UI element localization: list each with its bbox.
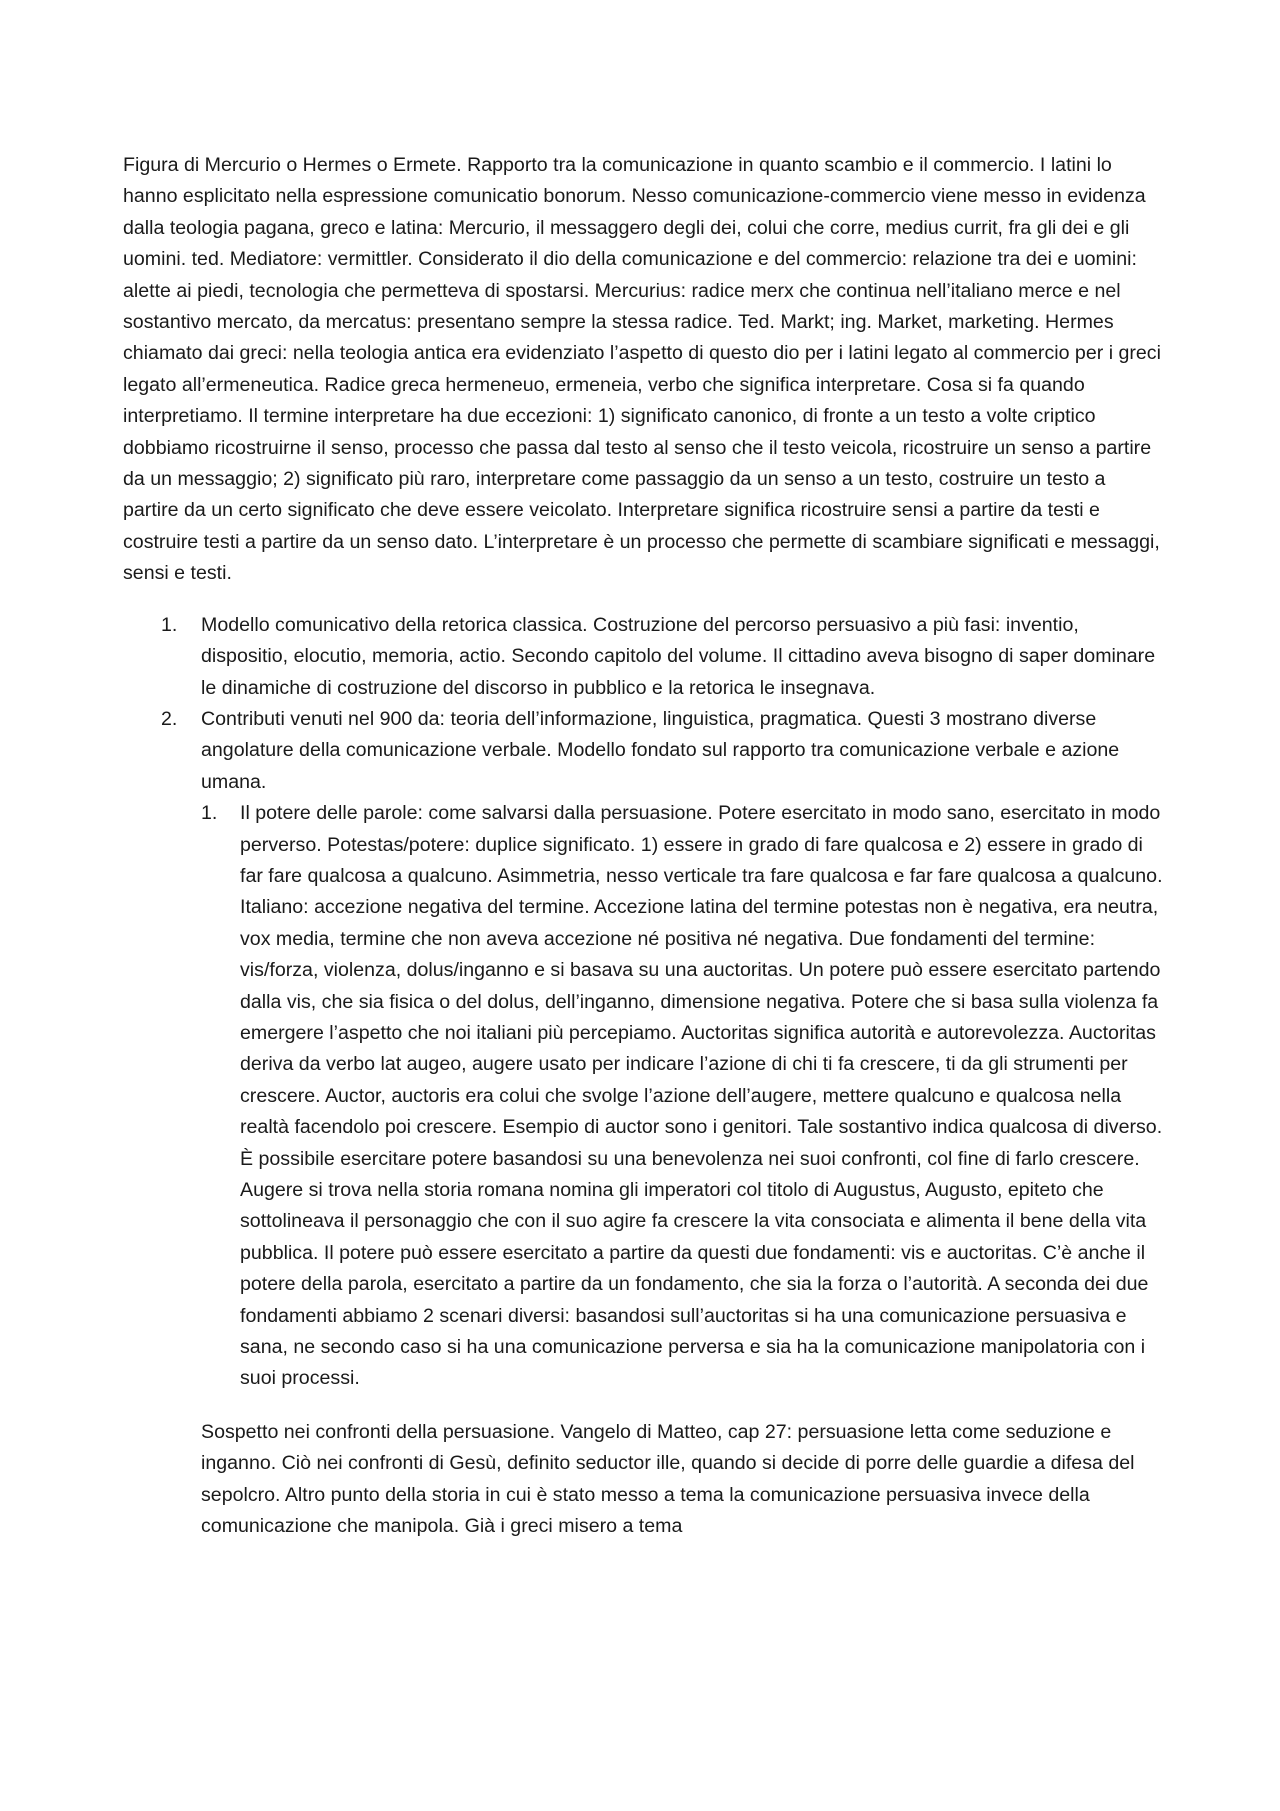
closing-paragraph: Sospetto nei confronti della persuasione. Vangelo di Matteo, cap 27: persuasione letta come seduzione e inganno. Ciò nei confronti di Gesù, definito seductor ille, quando si decide di porre delle guardie a difesa del sepolcro. Altro punto della storia in cui è stato messo a tema la comunicazione persuasiva invece della comunicazione che manipola. Già i greci misero a tema xyxy=(201,1420,1135,1538)
document-body xyxy=(123,150,1163,1542)
nested-list xyxy=(201,798,1163,1395)
nested-list-item-text: Il potere delle parole: come salvarsi dalla persuasione. Potere esercitato in modo sano, esercitato in modo perverso. Potestas/potere: duplice significato. 1) essere in grado di fare qualcosa e 2) essere in grado di far fare qualcosa a qualcuno. Asimmetria, nesso verticale tra fare qualcosa e far fare qualcosa a qualcuno. Italiano: accezione negativa del termine. Accezione latina del termine potestas non è negativa, era neutra, vox media, termine che non aveva accezione né positiva né negativa. Due fondamenti del termine: vis/forza, violenza, dolus/inganno e si basava su una auctoritas. Un potere può essere esercitato partendo dalla vis, che sia fisica o del dolus, dell’inganno, dimensione negativa. Potere che si basa sulla violenza fa emergere l’aspetto che noi italiani più percepiamo. Auctoritas significa autorità e autorevolezza. Auctoritas deriva da verbo lat augeo, augere usato per indicare l’azione di chi ti fa crescere, ti da gli strumenti per crescere. Auctor, auctoris era colui che svolge l’azione dell’augere, mettere qualcuno e qualcosa nella realtà facendolo poi crescere. Esempio di auctor sono i genitori. Tale sostantivo indica qualcosa di diverso. È possibile esercitare potere basandosi su una benevolenza nei suoi confronti, col fine di farlo crescere. Augere si trova nella storia romana nomina gli imperatori col titolo di Augustus, Augusto, epiteto che sottolineava il personaggio che con il suo agire fa crescere la vita consociata e alimenta il bene della vita pubblica. Il potere può essere esercitato a partire da questi due fondamenti: vis e auctoritas. C’è anche il potere della parola, esercitato a partire da un fondamento, che sia la forza o l’autorità. A seconda dei due fondamenti abbiamo 2 scenari diversi: basandosi sull’auctoritas si ha una comunicazione persuasiva e sana, ne secondo caso si ha una comunicazione perversa e sia ha la comunicazione manipolatoria con i suoi processi. xyxy=(240,802,1163,1390)
list-item-number: 1. xyxy=(161,613,178,636)
list-item-text: Modello comunicativo della retorica classica. Costruzione del percorso persuasivo a più fasi: inventio, dispositio, elocutio, memoria, actio. Secondo capitolo del volume. Il cittadino aveva bisogno di saper dominare le dinamiche di costruzione del discorso in pubblico e la retorica le insegnava. xyxy=(201,613,1156,699)
nested-list-item xyxy=(201,798,1163,1395)
intro-paragraph: Figura di Mercurio o Hermes o Ermete. Rapporto tra la comunicazione in quanto scambio e il commercio. I latini lo hanno esplicitato nella espressione comunicatio bonorum. Nesso comunicazione-commercio viene messo in evidenza dalla teologia pagana, greco e latina: Mercurio, il messaggero degli dei, colui che corre, medius currit, fra gli dei e gli uomini. ted. Mediatore: vermittler. Considerato il dio della comunicazione e del commercio: relazione tra dei e uomini: alette ai piedi, tecnologia che permetteva di spostarsi. Mercurius: radice merx che continua nell’italiano merce e nel sostantivo mercato, da mercatus: presentano sempre la stessa radice. Ted. Markt; ing. Market, marketing. Hermes chiamato dai greci: nella teologia antica era evidenziato l’aspetto di questo dio per i latini legato al commercio per i greci legato all’ermeneutica. Radice greca hermeneuo, ermeneia, verbo che significa interpretare. Cosa si fa quando interpretiamo. Il termine interpretare ha due eccezioni: 1) significato canonico, di fronte a un testo a volte criptico dobbiamo ricostruirne il senso, processo che passa dal testo al senso che il testo veicola, ricostruire un senso a partire da un messaggio; 2) significato più raro, interpretare come passaggio da un senso a un testo, costruire un testo a partire da un certo significato che deve essere veicolato. Interpretare significa ricostruire sensi a partire da testi e costruire testi a partire da un senso dato. L’interpretare è un processo che permette di scambiare significati e messaggi, sensi e testi. xyxy=(123,154,1161,585)
list-item xyxy=(123,610,1163,704)
numbered-list xyxy=(123,610,1163,1395)
list-item-text: Contributi venuti nel 900 da: teoria dell’informazione, linguistica, pragmatica. Questi 3 mostrano diverse angolature della comunicazione verbale. Modello fondato sul rapporto tra comunicazione verbale e azione umana. xyxy=(201,707,1120,793)
list-item xyxy=(123,704,1163,1395)
list-item-number: 2. xyxy=(161,707,178,730)
nested-list-item-number: 1. xyxy=(201,802,218,825)
